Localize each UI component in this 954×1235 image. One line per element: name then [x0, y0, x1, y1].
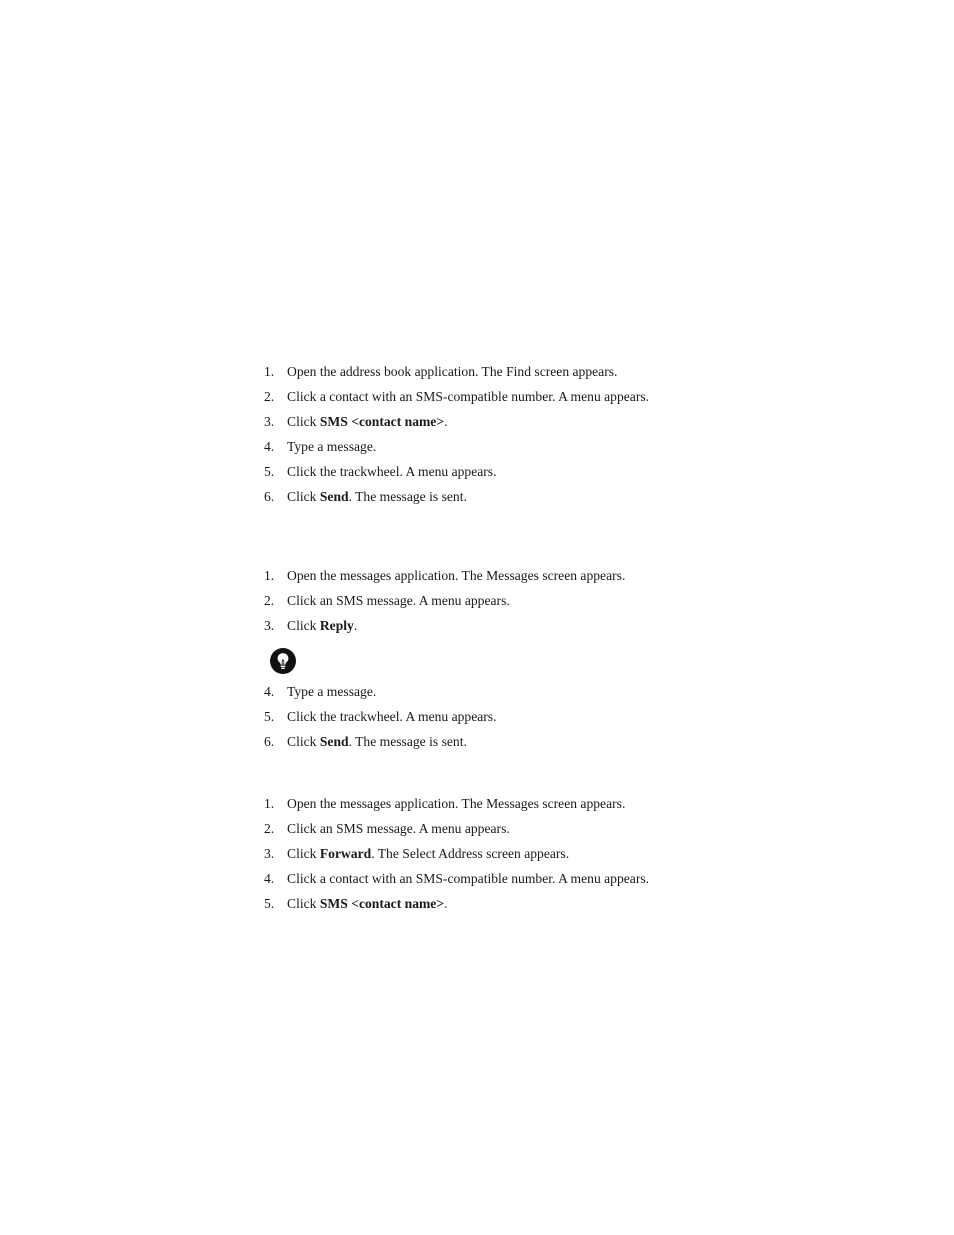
list-item: 5. Click SMS <contact name>.	[264, 896, 448, 911]
list-item: 1. Open the messages application. The Messages screen appears.	[264, 796, 626, 811]
list-item: 1. Open the address book application. The Find screen appears.	[264, 364, 618, 379]
list-item: 2. Click a contact with an SMS-compatible number. A menu appears.	[264, 389, 650, 404]
list-item: 2. Click an SMS message. A menu appears.	[264, 593, 510, 608]
list-item: 3. Click Reply.	[264, 618, 358, 633]
list-item: 6. Click Send. The message is sent.	[264, 734, 467, 749]
send-sms-steps	[264, 363, 684, 513]
list-item: 4. Type a message.	[264, 684, 377, 699]
list-item: 5. Click the trackwheel. A menu appears.	[264, 709, 497, 724]
list-item: 1. Open the messages application. The Messages screen appears.	[264, 568, 626, 583]
reply-sms-steps-continued	[264, 683, 684, 758]
list-item: 4. Type a message.	[264, 439, 377, 454]
list-item: 2. Click an SMS message. A menu appears.	[264, 821, 510, 836]
list-item: 3. Click SMS <contact name>.	[264, 414, 448, 429]
list-item: 3. Click Forward. The Select Address screen appears.	[264, 846, 570, 861]
list-item: 4. Click a contact with an SMS-compatible number. A menu appears.	[264, 871, 650, 886]
list-item: 6. Click Send. The message is sent.	[264, 489, 467, 504]
reply-sms-steps	[264, 567, 684, 642]
list-item: 5. Click the trackwheel. A menu appears.	[264, 464, 497, 479]
lightbulb-icon	[270, 648, 296, 674]
forward-sms-steps	[264, 795, 684, 920]
